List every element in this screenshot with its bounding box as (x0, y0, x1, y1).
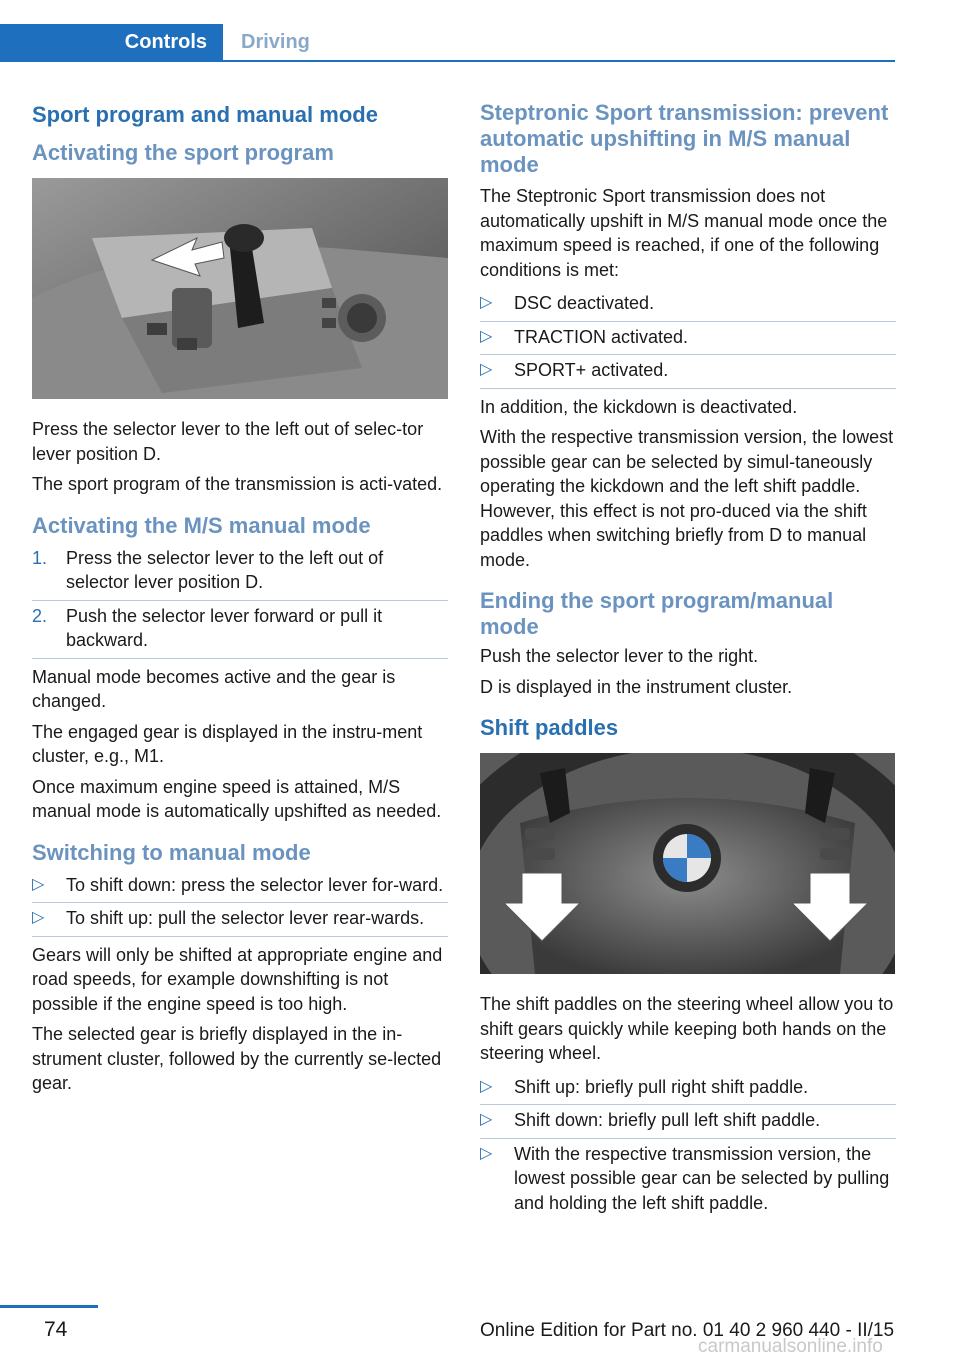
section-title: Sport program and manual mode (32, 102, 378, 127)
paragraph: The sport program of the transmission is acti‐vated. (32, 474, 443, 494)
list-item (480, 355, 896, 389)
footer-rule (0, 1305, 98, 1308)
ms-steps-list (32, 543, 448, 659)
item-text: To shift down: press the selector lever for‐ward. (66, 874, 444, 895)
list-item (480, 1072, 896, 1106)
step-number: 1. (32, 547, 48, 568)
paragraph: The Steptronic Sport transmission does not automatically upshift in M/S manual mode once the maximum speed is reached, if one of the following conditions is met: (480, 186, 888, 280)
paddles-list (480, 1072, 896, 1221)
item-text: SPORT+ activated. (514, 360, 669, 380)
triangle-bullet-icon: ▷ (480, 1144, 493, 1162)
item-text: Shift up: briefly pull right shift paddle. (514, 1076, 809, 1097)
paragraph: Manual mode becomes active and the gear is changed. (32, 666, 396, 711)
chapter-header (0, 24, 895, 62)
selector-lever-image (32, 178, 448, 399)
step-text: Press the selector lever to the left out of selector lever position D. (66, 547, 384, 592)
switch-list (32, 870, 448, 937)
heading-switch-manual: Switching to manual mode (32, 839, 311, 865)
watermark: carmanualsonline.info (698, 1336, 883, 1357)
triangle-bullet-icon: ▷ (480, 294, 493, 311)
header-rule (0, 60, 895, 62)
item-text: With the respective transmission version, the lowest possible gear can be selected by pulling and holding the left shift paddle. (514, 1143, 890, 1213)
item-text: To shift up: pull the selector lever rear‐wards. (66, 908, 425, 928)
heading-shift-paddles: Shift paddles (480, 715, 619, 740)
step-number: 2. (32, 605, 48, 626)
list-item (480, 322, 896, 356)
list-item (480, 288, 896, 322)
triangle-bullet-icon: ▷ (480, 327, 493, 345)
paragraph: Push the selector lever to the right. (480, 646, 759, 666)
right-column (480, 100, 896, 1226)
paragraph: Once maximum engine speed is attained, M/S manual mode is automatically upshifted as needed. (32, 776, 442, 821)
tab-controls[interactable]: Controls (0, 24, 223, 60)
triangle-bullet-icon: ▷ (480, 1077, 493, 1095)
conditions-list (480, 288, 896, 389)
list-item (32, 903, 448, 937)
list-item (480, 1139, 896, 1221)
paragraph: D is displayed in the instrument cluster. (480, 676, 793, 697)
paragraph: The engaged gear is displayed in the instru‐ment cluster, e.g., M1. (32, 721, 423, 766)
paragraph: The selected gear is briefly displayed in the in‐strument cluster, followed by the currently se‐lected gear. (32, 1024, 442, 1093)
list-item (32, 870, 448, 904)
paragraph: Press the selector lever to the left out of selec‐tor lever position D. (32, 419, 424, 464)
left-column (32, 100, 448, 1102)
paragraph: The shift paddles on the steering wheel allow you to shift gears quickly while keeping both hands on the steering wheel. (480, 994, 894, 1063)
item-text: Shift down: briefly pull left shift paddle. (514, 1110, 821, 1130)
heading-activate-ms: Activating the M/S manual mode (32, 512, 371, 538)
triangle-bullet-icon: ▷ (32, 875, 45, 893)
triangle-bullet-icon: ▷ (32, 909, 45, 926)
paragraph: With the respective transmission version, the lowest possible gear can be selected by simul‐taneously operating the kickdown and the left shift paddle. However, this effect is not pro‐duced via the shift paddles when switching briefly from D to manual mode. (480, 427, 894, 570)
item-text: TRACTION activated. (514, 326, 689, 347)
item-text: DSC deactivated. (514, 293, 655, 313)
list-item (32, 543, 448, 601)
page-number: 74 (44, 1318, 68, 1341)
list-item (480, 1105, 896, 1139)
heading-steptronic: Steptronic Sport transmission: prevent automatic upshifting in M/S manual mode (480, 100, 889, 177)
triangle-bullet-icon: ▷ (480, 361, 493, 378)
list-item (32, 601, 448, 659)
paragraph: In addition, the kickdown is deactivated. (480, 396, 798, 417)
edition-info: Online Edition for Part no. 01 40 2 960 440 - II/15 (480, 1320, 895, 1341)
heading-ending: Ending the sport program/manual mode (480, 588, 834, 639)
step-text: Push the selector lever forward or pull it backward. (66, 605, 383, 650)
tab-driving[interactable]: Driving (241, 30, 310, 53)
heading-activate-sport: Activating the sport program (32, 140, 334, 165)
steering-wheel-image (480, 753, 895, 974)
paragraph: Gears will only be shifted at appropriate engine and road speeds, for example downshifting is not possible if the engine speed is too high. (32, 944, 443, 1014)
triangle-bullet-icon: ▷ (480, 1111, 493, 1128)
